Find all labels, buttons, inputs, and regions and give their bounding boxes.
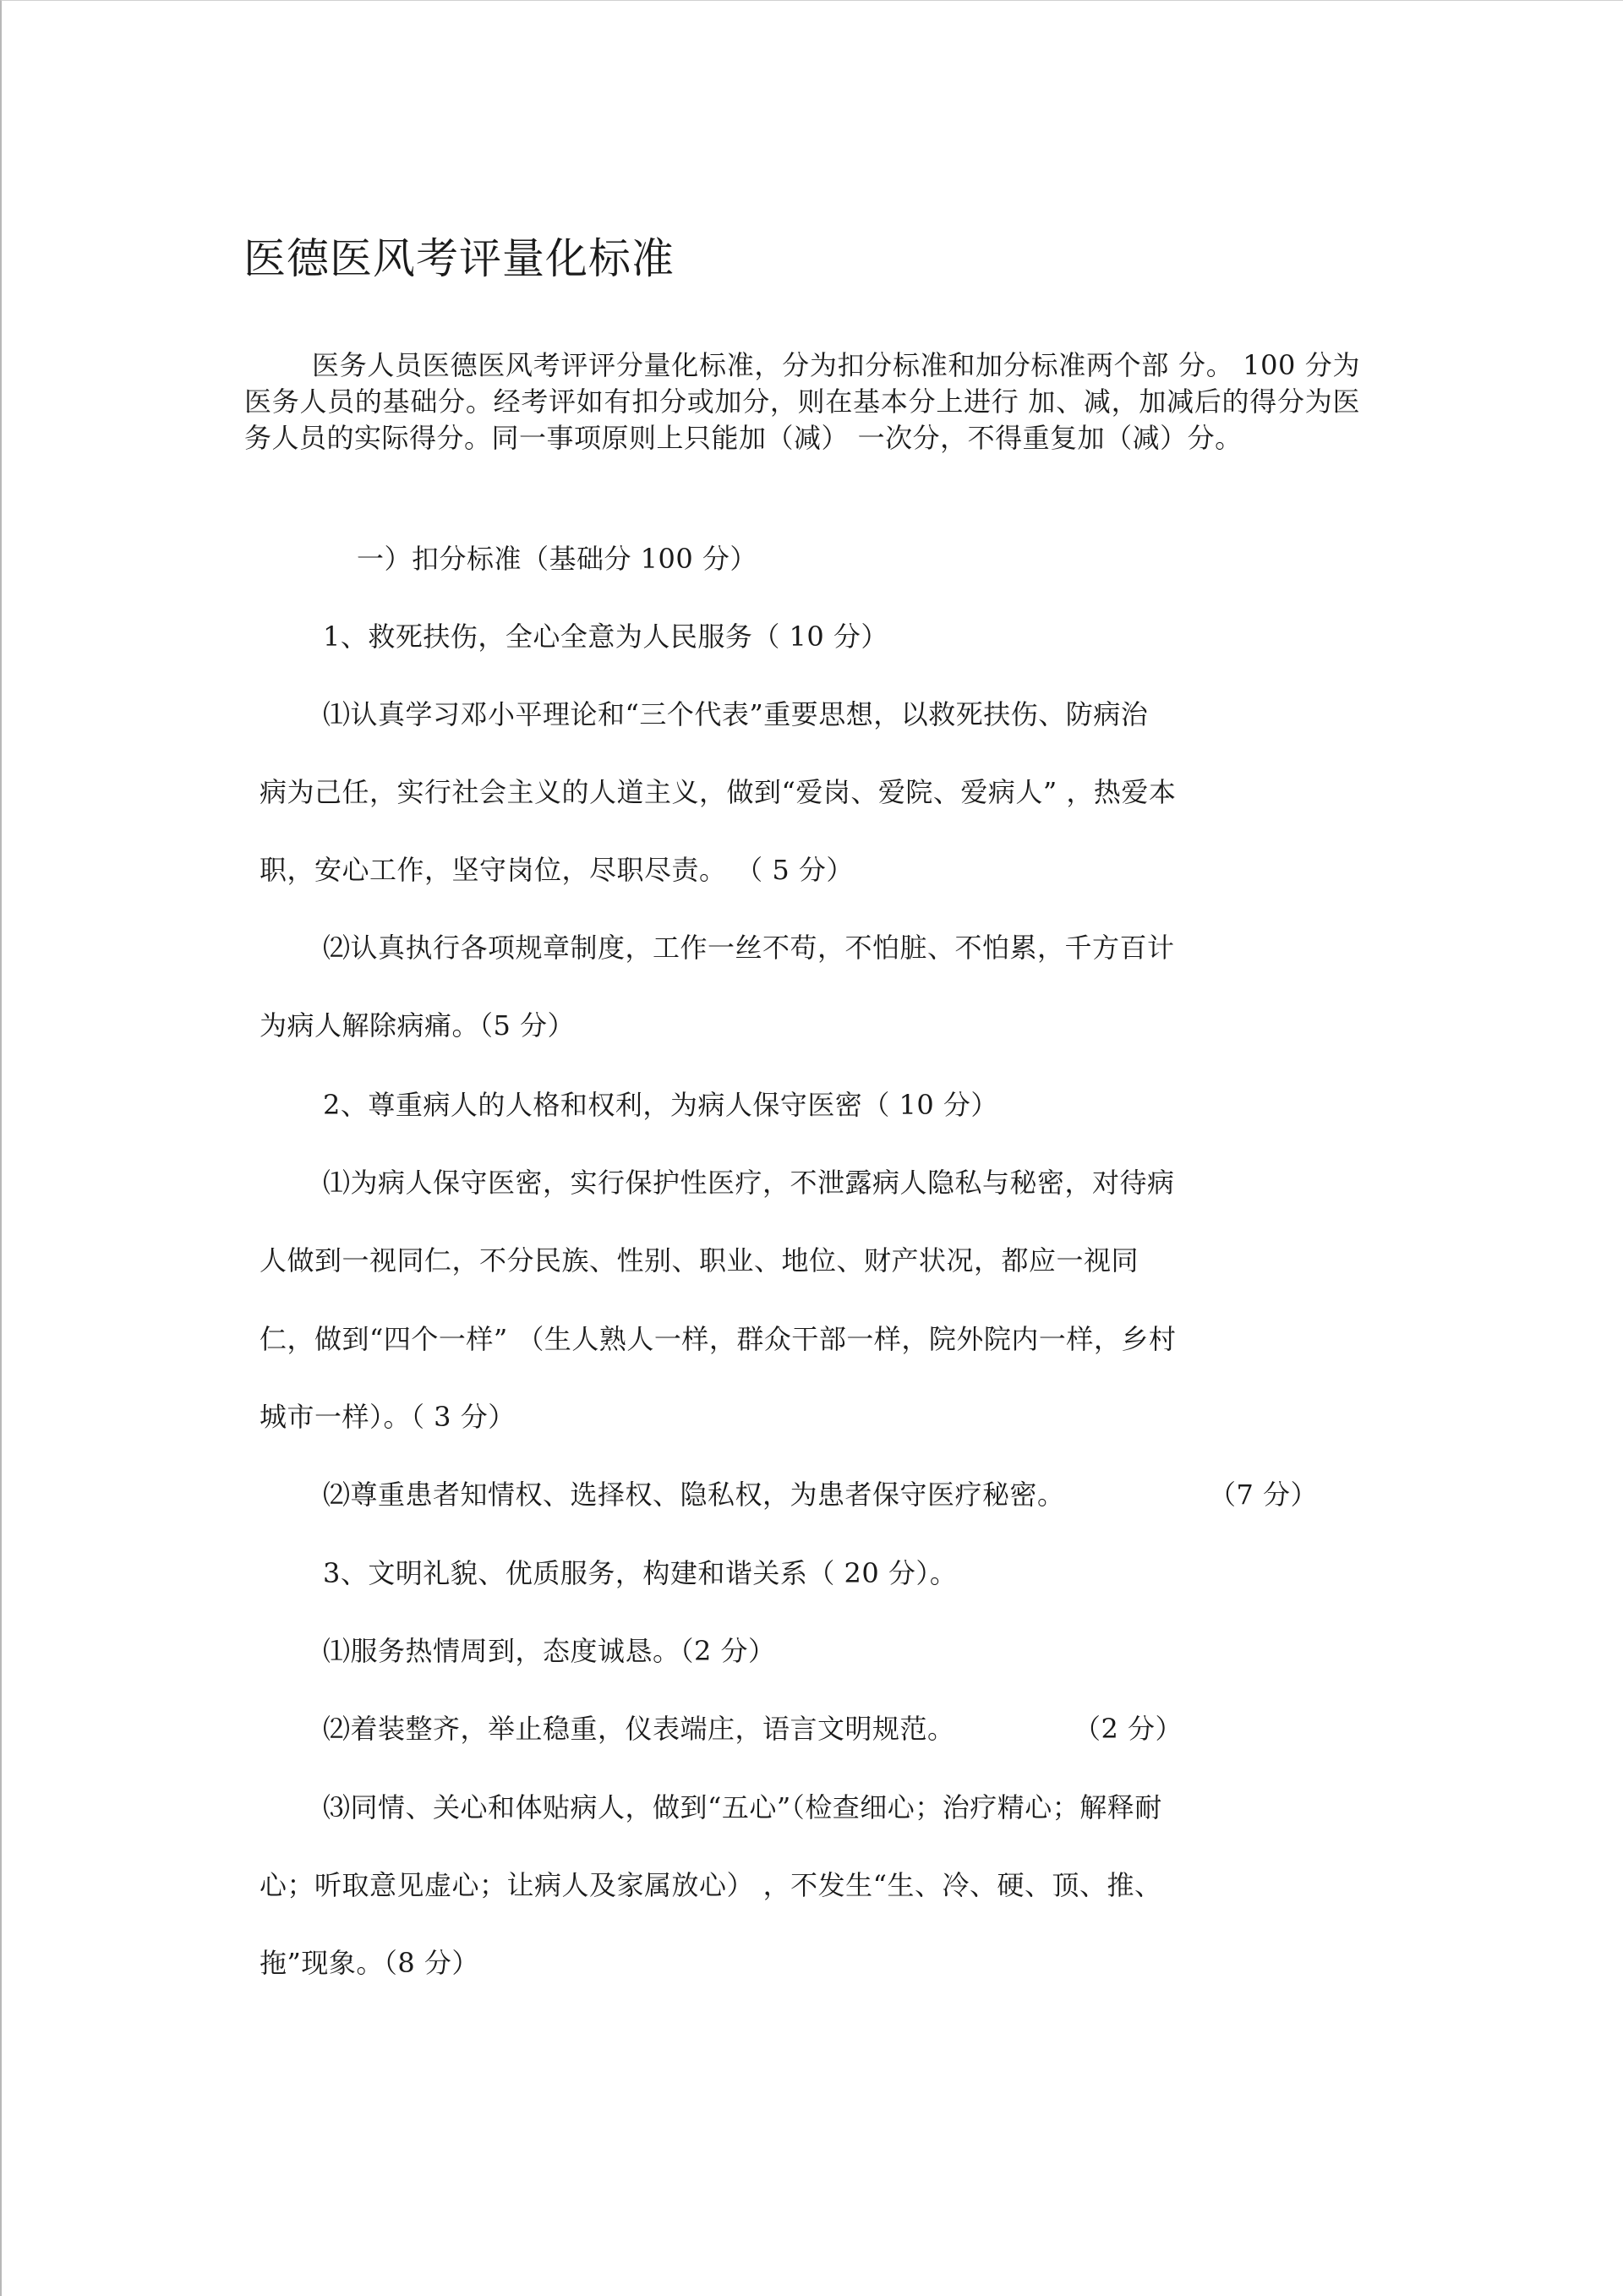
item-3-3-line-3: 拖”现象。（8 分） xyxy=(260,1947,479,1979)
item-heading-3: 3、文明礼貌、优质服务，构建和谐关系（ 20 分）。 xyxy=(323,1557,958,1589)
item-1-2-line-2: 为病人解除病痛。（5 分） xyxy=(260,1009,576,1041)
document-title: 医德医风考评量化标准 xyxy=(243,234,675,283)
item-1-1-line-1: ⑴认真学习邓小平理论和“三个代表”重要思想，以救死扶伤、防病治 xyxy=(323,698,1149,730)
item-2-1-line-3: 仁，做到“四个一样” （生人熟人一样，群众干部一样，院外院内一样，乡村 xyxy=(260,1323,1177,1355)
item-heading-1: 1、救死扶伤，全心全意为人民服务（ 10 分） xyxy=(323,620,888,653)
item-3-3-line-2: 心；听取意见虚心；让病人及家属放心） ，不发生“生、冷、硬、顶、推、 xyxy=(260,1869,1162,1901)
item-1-1-line-2: 病为己任，实行社会主义的人道主义，做到“爱岗、爱院、爱病人” ，热爱本 xyxy=(260,776,1177,808)
item-2-1-line-2: 人做到一视同仁，不分民族、性别、职业、地位、财产状况，都应一视同 xyxy=(260,1244,1139,1276)
item-3-3-line-1: ⑶同情、关心和体贴病人，做到“五心”（检查细心；治疗精心；解释耐 xyxy=(323,1791,1162,1823)
item-2-2-score: （7 分） xyxy=(1209,1479,1319,1511)
item-3-2-score: （2 分） xyxy=(1074,1713,1183,1745)
item-1-1-line-3: 职，安心工作，坚守岗位，尽职尽责。 （ 5 分） xyxy=(260,854,854,886)
item-1-2-line-1: ⑵认真执行各项规章制度，工作一丝不苟，不怕脏、不怕累，千方百计 xyxy=(323,932,1175,964)
item-3-1-line-1: ⑴服务热情周到，态度诚恳。（2 分） xyxy=(323,1635,776,1667)
item-2-2-line-1: ⑵尊重患者知情权、选择权、隐私权，为患者保守医疗秘密。 xyxy=(323,1479,1065,1511)
item-3-2-line-1: ⑵着装整齐，举止稳重，仪表端庄，语言文明规范。 xyxy=(323,1713,955,1745)
item-heading-2: 2、尊重病人的人格和权利，为病人保守医密（ 10 分） xyxy=(323,1089,998,1121)
item-2-1-line-1: ⑴为病人保守医密，实行保护性医疗，不泄露病人隐私与秘密，对待病 xyxy=(323,1167,1175,1199)
item-2-1-line-4: 城市一样）。（ 3 分） xyxy=(260,1401,516,1433)
intro-paragraph: 医务人员医德医风考评评分量化标准，分为扣分标准和加分标准两个部 分。 100 分为医务人员的基础分。经考评如有扣分或加分，则在基本分上进行 加、减，加减后的得分为医务人员的实际得分。同一事项原则上只能加（减） 一次分，不得重复加（减）分。 xyxy=(244,349,1360,454)
section-heading-deduction: 一）扣分标准（基础分 100 分） xyxy=(357,543,757,575)
